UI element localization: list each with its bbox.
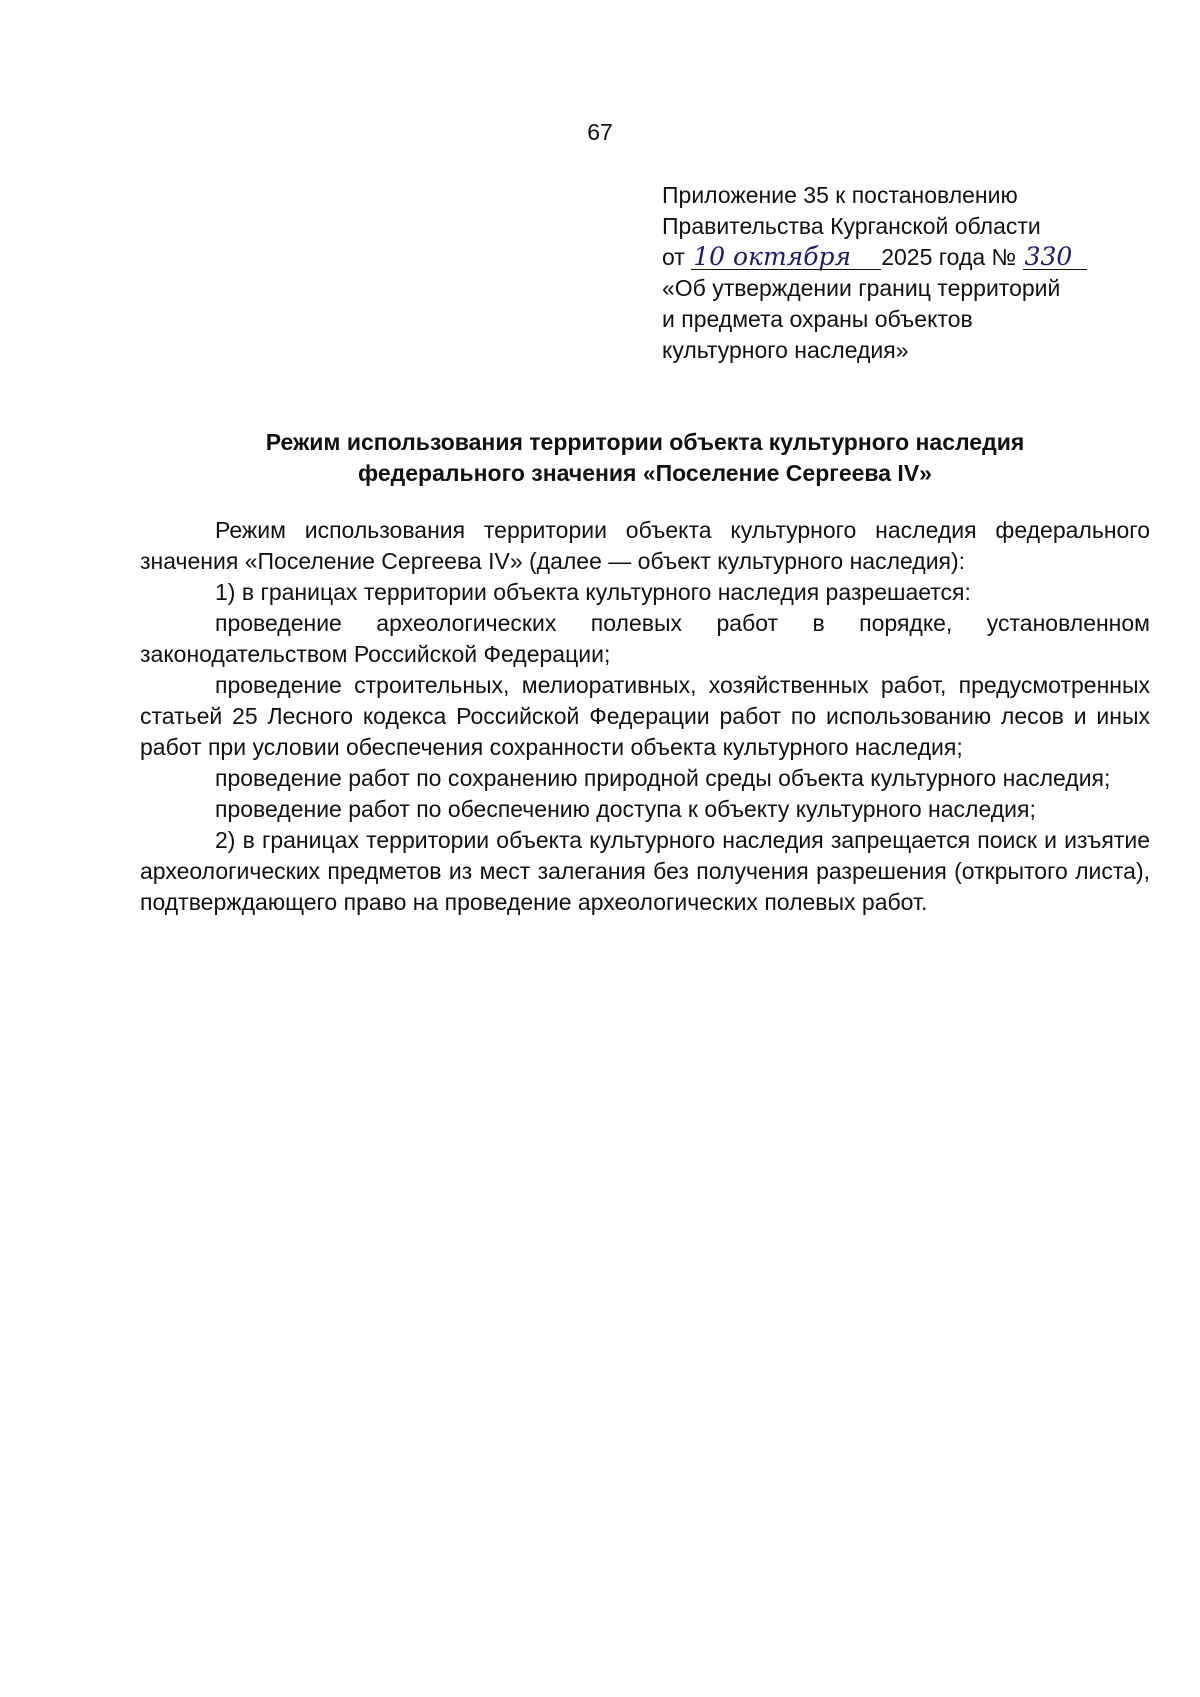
title-line-2: федерального значения «Поселение Сергеева IV» (358, 460, 932, 486)
date-prefix: от (662, 244, 685, 270)
paragraph-archaeological-works: проведение археологических полевых работ в порядке, установленном законодательством Российской Федерации; (140, 610, 1150, 667)
appendix-line-5: и предмета охраны объектов (662, 306, 973, 332)
appendix-date-line (662, 242, 1182, 273)
appendix-block (662, 180, 1182, 366)
appendix-line-1: Приложение 35 к постановлению (662, 182, 1018, 208)
handwritten-number: 330 (1023, 245, 1087, 270)
appendix-line-4: «Об утверждении границ территорий (662, 275, 1061, 301)
paragraph-intro: Режим использования территории объекта культурного наследия федерального значения «Поселение Сергеева IV» (далее — объект культурного наследия): (140, 517, 1150, 574)
handwritten-date: 10 октября (691, 245, 881, 270)
paragraph-nature-preservation: проведение работ по сохранению природной среды объекта культурного наследия; (215, 765, 1111, 791)
appendix-line-2: Правительства Курганской области (662, 213, 1041, 239)
paragraph-prohibited: 2) в границах территории объекта культурного наследия запрещается поиск и изъятие археологических предметов из мест залегания без получения разрешения (открытого листа), подтверждающего право на проведение археологических полевых работ. (140, 827, 1150, 915)
paragraph-access-works: проведение работ по обеспечению доступа к объекту культурного наследия; (215, 796, 1036, 822)
appendix-line-6: культурного наследия» (662, 337, 909, 363)
title-line-1: Режим использования территории объекта культурного наследия (265, 429, 1025, 455)
document-title (140, 427, 1150, 489)
date-suffix: 2025 года № (881, 244, 1017, 270)
paragraph-allowed-heading: 1) в границах территории объекта культурного наследия разрешается: (215, 579, 971, 605)
page-number: 67 (587, 119, 613, 145)
document-body (140, 515, 1150, 918)
paragraph-construction-works: проведение строительных, мелиоративных, хозяйственных работ, предусмотренных статьей 25 Лесного кодекса Российской Федерации работ по использованию лесов и иных работ при условии обеспечения сохранности объекта культурного наследия; (140, 672, 1150, 760)
